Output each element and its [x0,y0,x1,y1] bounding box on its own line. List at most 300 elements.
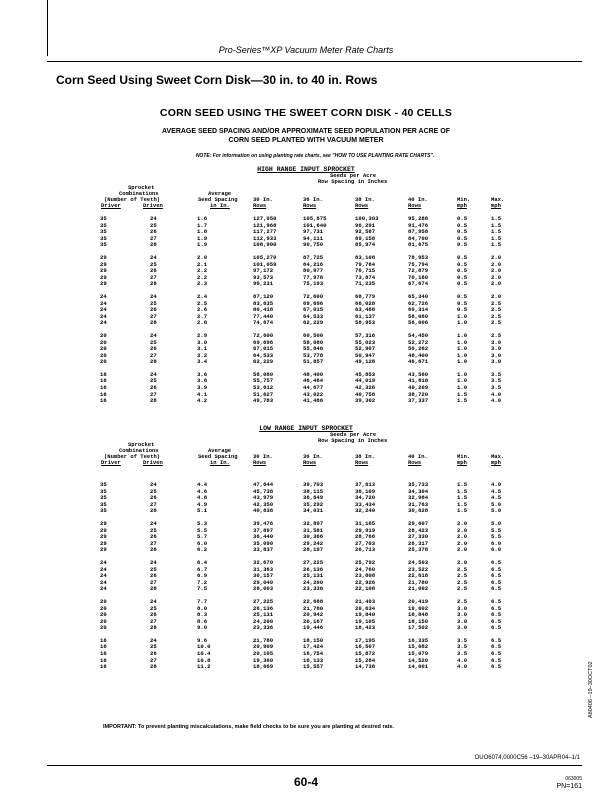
avg-spacing-cell: 8.3 [197,611,208,619]
high-36in: 36 In. [303,196,323,203]
avg-spacing-cell: 4.2 [197,397,208,405]
pop-30-cell: 25,131 [253,611,274,619]
pop-36-cell: 32,897 [303,519,324,527]
pop-30-cell: 55,757 [253,377,274,385]
pop-40-cell: 22,618 [408,572,429,580]
max-mph-cell: 5.0 [491,507,502,515]
min-mph-cell: 0.5 [457,241,468,249]
driven-cell: 28 [150,241,157,249]
min-mph-cell: 0.5 [457,221,468,229]
min-mph-cell: 0.5 [457,228,468,236]
pop-30-cell: 42,350 [253,500,274,508]
pop-38-cell: 39,302 [355,397,376,405]
pop-30-cell: 80,418 [253,306,274,314]
pop-30-cell: 69,696 [253,338,274,346]
table-row [100,664,511,671]
max-mph-cell: 5.0 [491,500,502,508]
pop-38-cell: 76,715 [355,267,376,275]
max-mph-cell: 2.0 [491,267,502,275]
driven-cell: 25 [150,487,157,495]
pop-30-cell: 35,090 [253,539,274,547]
pop-38-cell: 68,779 [355,292,376,300]
min-mph-cell: 3.5 [457,650,468,658]
max-mph-cell: 2.5 [491,319,502,327]
low-30in: 30 In. [253,453,273,460]
pop-38-cell: 28,768 [355,533,376,541]
max-mph-cell: 6.5 [491,636,502,644]
pop-30-cell: 72,600 [253,331,274,339]
min-mph-cell: 1.0 [457,345,468,353]
pop-40-cell: 16,335 [408,636,429,644]
driven-cell: 26 [150,572,157,580]
low-combinations: Combinations [119,447,159,454]
pop-30-cell: 62,229 [253,358,274,366]
pop-40-cell: 30,628 [408,507,429,515]
pop-36-cell: 77,978 [303,273,324,281]
low-seeds-per-acre: Seeds per Acre [330,431,377,438]
high-30in: 30 In. [253,196,273,203]
driven-cell: 28 [150,507,157,515]
pop-36-cell: 28,197 [303,546,324,554]
min-mph-cell: 0.5 [457,267,468,275]
high-range-title: HIGH RANGE INPUT SPROCKET [257,166,355,173]
pop-38-cell: 22,108 [355,585,376,593]
avg-spacing-cell: 2.5 [197,299,208,307]
max-mph-cell: 3.5 [491,377,502,385]
avg-spacing-cell: 4.1 [197,390,208,398]
min-mph-cell: 2.0 [457,526,468,534]
chart-subtitle-line2: CORN SEED PLANTED WITH VACUUM METER [228,137,384,144]
table-row [100,586,511,593]
pop-38-cell: 71,235 [355,280,376,288]
low-average: Average [208,447,232,454]
pop-36-cell: 69,696 [303,299,324,307]
max-mph-cell: 4.0 [491,481,502,488]
driver-cell: 20 [100,611,107,619]
high-40in: 40 In. [408,196,428,203]
max-mph-cell: 3.0 [491,358,502,366]
pop-40-cell: 17,502 [408,624,429,632]
table-row [100,359,511,366]
driver-cell: 29 [100,267,107,275]
pop-38-cell: 37,613 [355,481,376,488]
driven-cell: 24 [150,519,157,527]
pop-38-cell: 15,872 [355,650,376,658]
pop-38-cell: 32,240 [355,507,376,515]
pop-30-cell: 83,635 [253,299,274,307]
pop-36-cell: 51,857 [303,358,324,366]
avg-spacing-cell: 6.4 [197,558,208,566]
avg-spacing-cell: 9.6 [197,636,208,644]
low-rows-40: Rows [408,459,422,466]
min-mph-cell: 0.5 [457,273,468,281]
avg-spacing-cell: 10.0 [197,643,211,651]
pop-38-cell: 52,907 [355,345,376,353]
max-mph-cell: 3.5 [491,370,502,378]
driver-cell: 24 [100,319,107,327]
driver-cell: 29 [100,546,107,554]
low-mph-max: mph [491,459,501,466]
pop-30-cell: 32,670 [253,558,274,566]
pop-36-cell: 24,200 [303,578,324,586]
high-min: Min. [457,196,471,203]
avg-spacing-cell: 6.0 [197,539,208,547]
pop-38-cell: 14,738 [355,663,376,671]
driven-cell: 26 [150,611,157,619]
driven-cell: 28 [150,397,157,405]
high-rows-36: Rows [303,202,317,209]
pop-36-cell: 35,292 [303,500,324,508]
driven-cell: 27 [150,500,157,508]
pop-40-cell: 91,476 [408,221,429,229]
pop-38-cell: 22,926 [355,578,376,586]
pop-38-cell: 26,713 [355,546,376,554]
max-mph-cell: 5.0 [491,519,502,527]
low-rows-30: Rows [253,459,267,466]
pop-36-cell: 72,600 [303,292,324,300]
avg-spacing-cell: 11.2 [197,663,211,671]
pop-30-cell: 121,968 [253,221,277,229]
low-mph-min: mph [457,459,467,466]
min-mph-cell: 1.5 [457,397,468,405]
pop-40-cell: 15,682 [408,643,429,651]
pop-38-cell: 20,634 [355,604,376,612]
pop-30-cell: 127,050 [253,215,277,222]
pop-40-cell: 14,001 [408,663,429,671]
chart-subtitle-line1: AVERAGE SEED SPACING AND/OR APPROXIMATE SEED POPULATION PER ACRE OF [161,128,451,135]
pop-38-cell: 66,028 [355,299,376,307]
avg-spacing-cell: 5.5 [197,526,208,534]
pop-40-cell: 43,560 [408,370,429,378]
avg-spacing-cell: 2.6 [197,306,208,314]
driver-cell: 24 [100,585,107,593]
pop-40-cell: 23,522 [408,565,429,573]
driver-cell: 35 [100,241,107,249]
max-mph-cell: 2.5 [491,306,502,314]
min-mph-cell: 2.5 [457,578,468,586]
min-mph-cell: 1.0 [457,370,468,378]
min-mph-cell: 0.5 [457,299,468,307]
pop-30-cell: 58,080 [253,370,274,378]
pop-40-cell: 60,314 [408,306,429,314]
pop-36-cell: 43,022 [303,390,324,398]
avg-spacing-cell: 2.3 [197,280,208,288]
pop-40-cell: 32,984 [408,494,429,502]
driven-cell: 24 [150,481,157,488]
driven-cell: 24 [150,597,157,605]
chart-note: NOTE: For information on using planting rate charts, see "HOW TO USE PLANTING RATE CHARTS". [195,153,435,159]
pop-30-cell: 77,440 [253,312,274,320]
low-driver: Driver [101,459,121,466]
pop-40-cell: 18,848 [408,611,429,619]
pop-36-cell: 16,133 [303,656,324,664]
min-mph-cell: 2.5 [457,597,468,605]
high-sprocket: Sprocket [128,184,155,191]
driver-cell: 29 [100,260,107,268]
pop-30-cell: 39,476 [253,519,274,527]
max-mph-cell: 1.5 [491,241,502,249]
driven-cell: 24 [150,292,157,300]
pop-36-cell: 80,977 [303,267,324,275]
driven-cell: 26 [150,533,157,541]
pop-40-cell: 37,337 [408,397,429,405]
pop-38-cell: 17,195 [355,636,376,644]
pop-36-cell: 87,725 [303,253,324,261]
pop-30-cell: 26,136 [253,604,274,612]
table-row [100,242,511,249]
pop-30-cell: 112,933 [253,234,277,242]
footnote: IMPORTANT: To prevent planting miscalculations, make field checks to be sure you are planting at desired rate. [103,724,395,730]
avg-spacing-cell: 3.9 [197,384,208,392]
pop-30-cell: 117,277 [253,228,277,236]
driven-cell: 27 [150,312,157,320]
avg-spacing-cell: 1.7 [197,221,208,229]
pop-38-cell: 23,808 [355,572,376,580]
pop-40-cell: 67,674 [408,280,429,288]
driver-cell: 29 [100,533,107,541]
low-rows-38: Rows [355,459,369,466]
max-mph-cell: 5.5 [491,526,502,534]
pop-36-cell: 18,150 [303,636,324,644]
pop-40-cell: 19,602 [408,604,429,612]
driver-cell: 35 [100,215,107,222]
pop-38-cell: 34,720 [355,494,376,502]
min-mph-cell: 2.0 [457,546,468,554]
pop-36-cell: 23,336 [303,585,324,593]
pop-36-cell: 26,136 [303,565,324,573]
pop-36-cell: 46,464 [303,377,324,385]
avg-spacing-cell: 4.4 [197,481,208,488]
pop-36-cell: 55,846 [303,345,324,353]
high-combinations: Combinations [119,190,159,197]
driver-cell: 29 [100,273,107,281]
pop-40-cell: 62,726 [408,299,429,307]
pop-30-cell: 33,837 [253,546,274,554]
table-row [100,398,511,405]
pop-40-cell: 24,503 [408,558,429,566]
doc-code: OUO6074,0000C56 –19–30APR04–1/1 [474,755,580,761]
low-sprocket: Sprocket [128,441,155,448]
max-mph-cell: 2.0 [491,260,502,268]
driver-cell: 20 [100,604,107,612]
pop-36-cell: 48,400 [303,370,324,378]
pop-30-cell: 97,172 [253,267,274,275]
driven-cell: 24 [150,636,157,644]
pop-36-cell: 101,640 [303,221,327,229]
pop-30-cell: 43,979 [253,494,274,502]
table-row [100,508,511,515]
footer-rule [47,765,582,766]
high-rows-40: Rows [408,202,422,209]
pop-38-cell: 18,423 [355,624,376,632]
driver-cell: 35 [100,500,107,508]
pop-40-cell: 14,520 [408,656,429,664]
section-title: Corn Seed Using Sweet Corn Disk—30 in. to 40 in. Rows [56,73,378,87]
min-mph-cell: 3.0 [457,624,468,632]
driven-cell: 24 [150,370,157,378]
driver-cell: 24 [100,565,107,573]
pop-30-cell: 28,003 [253,585,274,593]
driver-cell: 24 [100,558,107,566]
pop-30-cell: 90,231 [253,280,274,288]
driven-cell: 25 [150,643,157,651]
high-range-table [100,216,511,405]
pop-36-cell: 34,031 [303,507,324,515]
low-in-in: in In. [210,459,230,466]
avg-spacing-cell: 7.2 [197,578,208,586]
driver-cell: 20 [100,331,107,339]
driver-cell: 16 [100,663,107,671]
pop-36-cell: 39,703 [303,481,324,488]
avg-spacing-cell: 2.2 [197,267,208,275]
pop-40-cell: 46,671 [408,358,429,366]
max-mph-cell: 6.5 [491,643,502,651]
max-mph-cell: 6.5 [491,558,502,566]
pop-40-cell: 25,378 [408,546,429,554]
driver-cell: 20 [100,358,107,366]
pop-38-cell: 92,587 [355,228,376,236]
pop-36-cell: 44,677 [303,384,324,392]
avg-spacing-cell: 5.3 [197,519,208,527]
avg-spacing-cell: 5.1 [197,507,208,515]
low-seed-spacing: Seed Spacing [198,453,238,460]
driver-cell: 35 [100,234,107,242]
max-mph-cell: 6.0 [491,546,502,554]
avg-spacing-cell: 6.9 [197,572,208,580]
min-mph-cell: 1.0 [457,384,468,392]
driver-cell: 24 [100,306,107,314]
driven-cell: 26 [150,228,157,236]
driver-cell: 35 [100,221,107,229]
pop-36-cell: 17,424 [303,643,324,651]
driven-cell: 25 [150,377,157,385]
avg-spacing-cell: 4.9 [197,500,208,508]
pop-30-cell: 20,105 [253,650,274,658]
min-mph-cell: 2.5 [457,565,468,573]
avg-spacing-cell: 7.7 [197,597,208,605]
table-row [100,320,511,327]
driver-cell: 35 [100,507,107,515]
min-mph-cell: 1.5 [457,481,468,488]
pop-36-cell: 67,015 [303,306,324,314]
running-header: Pro-Series™XP Vacuum Meter Rate Charts [218,45,394,55]
max-mph-cell: 6.5 [491,597,502,605]
pop-40-cell: 28,423 [408,526,429,534]
driven-cell: 27 [150,351,157,359]
max-mph-cell: 6.5 [491,650,502,658]
pop-40-cell: 50,262 [408,345,429,353]
driven-cell: 27 [150,578,157,586]
avg-spacing-cell: 8.6 [197,617,208,625]
min-mph-cell: 1.0 [457,351,468,359]
max-mph-cell: 3.0 [491,338,502,346]
min-mph-cell: 1.5 [457,494,468,502]
min-mph-cell: 0.5 [457,280,468,288]
min-mph-cell: 3.0 [457,604,468,612]
table-row [100,547,511,554]
high-38in: 38 In. [355,196,375,203]
driver-cell: 16 [100,384,107,392]
pop-40-cell: 52,272 [408,338,429,346]
avg-spacing-cell: 2.8 [197,319,208,327]
max-mph-cell: 6.5 [491,572,502,580]
max-mph-cell: 4.5 [491,487,502,495]
max-mph-cell: 6.5 [491,585,502,593]
min-mph-cell: 2.5 [457,572,468,580]
driver-cell: 16 [100,397,107,405]
pop-40-cell: 18,150 [408,617,429,625]
high-driver: Driver [101,202,121,209]
driven-cell: 28 [150,585,157,593]
pop-38-cell: 45,853 [355,370,376,378]
min-mph-cell: 0.5 [457,260,468,268]
chart-title: CORN SEED USING THE SWEET CORN DISK - 40 CELLS [159,107,453,119]
driven-cell: 25 [150,299,157,307]
pop-30-cell: 37,897 [253,526,274,534]
avg-spacing-cell: 2.9 [197,331,208,339]
min-mph-cell: 4.0 [457,663,468,671]
pop-30-cell: 36,440 [253,533,274,541]
driven-cell: 28 [150,546,157,554]
driven-cell: 28 [150,358,157,366]
pop-38-cell: 58,953 [355,319,376,327]
pop-40-cell: 41,818 [408,377,429,385]
min-mph-cell: 0.5 [457,215,468,222]
max-mph-cell: 4.0 [491,390,502,398]
pop-40-cell: 72,879 [408,267,429,275]
pop-40-cell: 38,720 [408,390,429,398]
pop-30-cell: 51,627 [253,390,274,398]
pop-36-cell: 36,649 [303,494,324,502]
avg-spacing-cell: 4.8 [197,494,208,502]
pop-30-cell: 64,533 [253,351,274,359]
driven-cell: 24 [150,215,157,222]
pop-38-cell: 36,109 [355,487,376,495]
high-number-of-teeth: (Number of Teeth) [104,196,161,203]
driven-cell: 24 [150,558,157,566]
min-mph-cell: 0.5 [457,234,468,242]
pop-40-cell: 40,209 [408,384,429,392]
pop-36-cell: 22,688 [303,597,324,605]
pop-36-cell: 41,486 [303,397,324,405]
driver-cell: 16 [100,390,107,398]
driven-cell: 24 [150,331,157,339]
pop-38-cell: 49,128 [355,358,376,366]
pop-36-cell: 30,366 [303,533,324,541]
min-mph-cell: 1.0 [457,312,468,320]
pop-40-cell: 78,953 [408,253,429,261]
pop-36-cell: 21,780 [303,604,324,612]
driven-cell: 27 [150,656,157,664]
driven-cell: 25 [150,260,157,268]
pop-38-cell: 42,326 [355,384,376,392]
pop-36-cell: 53,778 [303,351,324,359]
pop-38-cell: 89,158 [355,234,376,242]
pop-36-cell: 27,225 [303,558,324,566]
high-mph-max: mph [491,202,501,209]
min-mph-cell: 0.5 [457,253,468,261]
pop-30-cell: 45,738 [253,487,274,495]
pop-40-cell: 58,080 [408,312,429,320]
pop-38-cell: 19,840 [355,611,376,619]
pop-30-cell: 108,900 [253,241,277,249]
avg-spacing-cell: 1.9 [197,234,208,242]
pop-36-cell: 25,131 [303,572,324,580]
pop-30-cell: 27,225 [253,597,274,605]
high-mph-min: mph [457,202,467,209]
pop-38-cell: 63,488 [355,306,376,314]
low-min: Min. [457,453,471,460]
